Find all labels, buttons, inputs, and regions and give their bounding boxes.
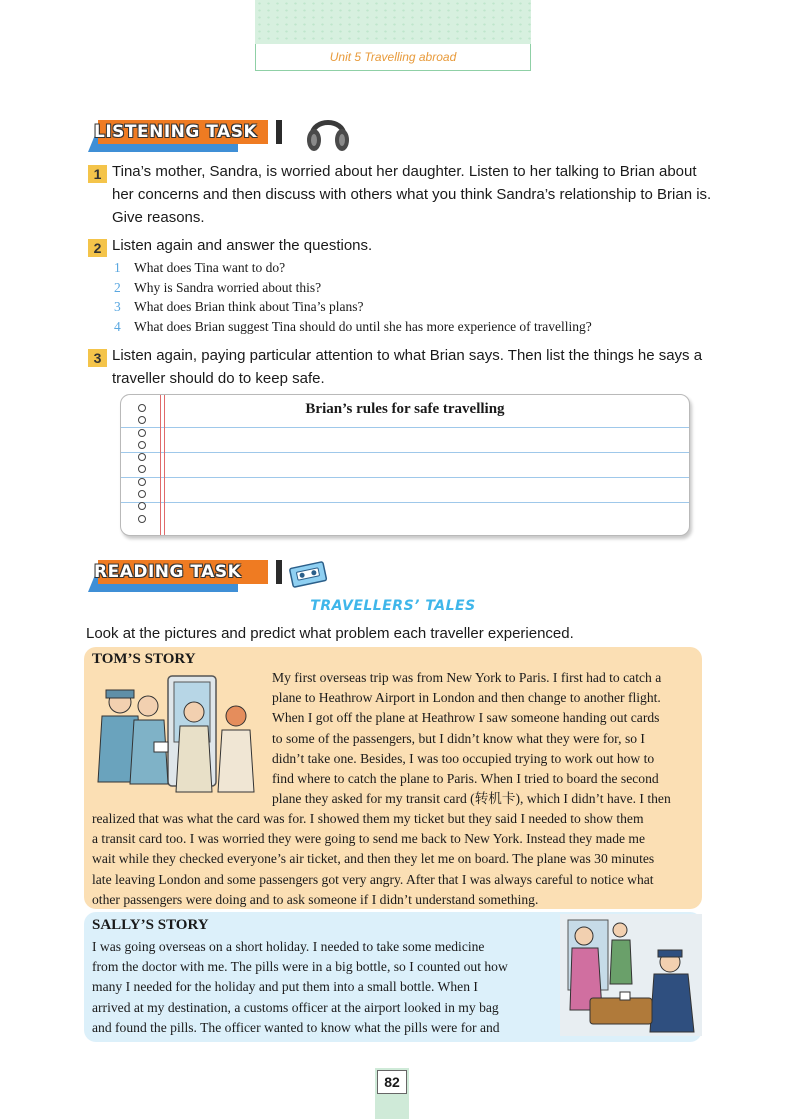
listening-task-banner [88, 120, 278, 154]
reading-task-banner [88, 560, 278, 594]
tom-line: My first overseas trip was from New York to Paris. I first had to catch a [272, 670, 662, 685]
reading-instruction: Look at the pictures and predict what problem each traveller experienced. [86, 625, 574, 642]
notebook-title: Brian’s rules for safe travelling [305, 401, 505, 417]
sally-line: many I needed for the holiday and put them into a small bottle. When I [92, 979, 478, 995]
tom-story-title: TOM’S STORY [92, 651, 196, 667]
tom-line: a transit card too. I was worried they were going to send me back to New York. Instead they made me [92, 831, 646, 847]
reading-task-label: READING TASK [94, 562, 242, 582]
sally-story-text [92, 937, 562, 1038]
page-number-tab [375, 1068, 409, 1119]
tom-line: plane to Heathrow Airport in London and then change to another flight. [272, 690, 661, 706]
notebook-binding-rings [138, 404, 150, 527]
tom-line: didn’t take one. Besides, I was too occupied trying to work out how to [272, 750, 655, 766]
sally-line: I was going overseas on a short holiday. I needed to take some medicine [92, 939, 485, 954]
sally-line: and found the pills. The officer wanted to know what the pills were for and [92, 1019, 500, 1035]
sally-story-title: SALLY’S STORY [92, 917, 209, 933]
tom-story-text-wrap [272, 668, 704, 809]
tom-line: wait while they checked everyone’s air ticket, and then they let me on board. The plane was 30 minutes [92, 851, 655, 867]
listening-task-label: LISTENING TASK [94, 122, 258, 142]
unit-title: Unit 5 Travelling abroad [255, 44, 531, 71]
question-item: 2 Why is Sandra worried about this? [114, 279, 322, 295]
item-number-1: 1 [88, 165, 107, 183]
sally-line: from the doctor with me. The pills were in a big bottle, so I counted out how [92, 959, 508, 975]
tom-line: other passengers were doing and to ask someone if I didn’t understand something. [92, 891, 539, 907]
tom-line: plane they asked for my transit card (转机卡), which I didn’t have. I then [272, 791, 671, 807]
question-item: 1 What does Tina want to do? [114, 260, 286, 275]
tom-line: When I got off the plane at Heathrow I saw someone handing out cards [272, 710, 660, 726]
tom-line: to some of the passengers, but I didn’t know what they were for, so I [272, 730, 645, 746]
tom-line: realized that was what the card was for. I showed them my ticket but they said I needed to show them [92, 811, 644, 826]
reading-title: TRAVELLERS’ TALES [310, 598, 476, 614]
tom-story-text-full [92, 809, 704, 910]
item-number-3: 3 [88, 349, 107, 367]
item-text-1: Tina’s mother, Sandra, is worried about her daughter. Listen to her talking to Brian about her concerns and then discuss with others what you think Sandra’s relationship to Brian is. Give reasons. [112, 163, 712, 226]
question-item: 3 What does Brian think about Tina’s plans? [114, 299, 364, 314]
item-number-2: 2 [88, 239, 107, 257]
question-list [114, 258, 714, 336]
header-decoration [255, 0, 531, 44]
headphones-icon [304, 110, 352, 154]
cassette-icon [288, 560, 328, 588]
airport-transit-illustration [90, 672, 266, 798]
page-number: 82 [377, 1070, 407, 1094]
notebook-worksheet [120, 394, 690, 536]
customs-check-illustration [560, 914, 702, 1036]
tom-line: find where to catch the plane to Paris. When I tried to board the second [272, 771, 659, 787]
item-text-3: Listen again, paying particular attention to what Brian says. Then list the things he says a traveller should do to keep safe. [112, 347, 703, 387]
sally-line: arrived at my destination, a customs officer at the airport looked in my bag [92, 999, 499, 1015]
tom-line: late leaving London and some passengers got very angry. After that I was always careful to notice what [92, 871, 654, 887]
question-item: 4 What does Brian suggest Tina should do until she has more experience of travelling? [114, 318, 592, 334]
item-text-2: Listen again and answer the questions. [112, 237, 373, 254]
